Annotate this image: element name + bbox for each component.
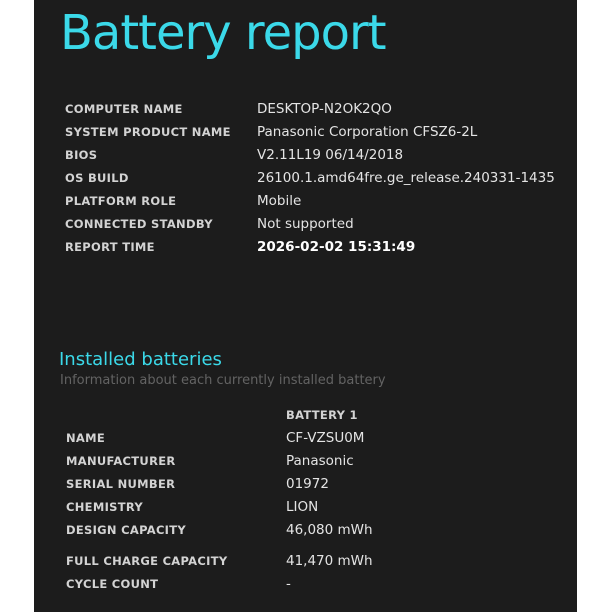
battery-label: NAME — [66, 431, 106, 445]
battery-label: MANUFACTURER — [66, 454, 176, 468]
info-label: OS BUILD — [65, 171, 129, 185]
battery-label: SERIAL NUMBER — [66, 477, 176, 491]
info-label: BIOS — [65, 148, 98, 162]
battery-value: Panasonic — [286, 453, 354, 469]
battery-value: 46,080 mWh — [286, 522, 373, 538]
battery-value: - — [286, 576, 291, 592]
battery-report-page — [34, 0, 577, 612]
info-value: Mobile — [257, 193, 302, 209]
info-value: 26100.1.amd64fre.ge_release.240331-1435 — [257, 170, 555, 186]
section-title-installed-batteries: Installed batteries — [59, 349, 222, 370]
info-label: PLATFORM ROLE — [65, 194, 177, 208]
info-value: Panasonic Corporation CFSZ6-2L — [257, 124, 478, 140]
info-label: CONNECTED STANDBY — [65, 217, 213, 231]
page-title: Battery report — [60, 5, 386, 61]
info-value: V2.11L19 06/14/2018 — [257, 147, 404, 163]
battery-label: CYCLE COUNT — [66, 577, 159, 591]
info-value: DESKTOP-N2OK2QO — [257, 101, 392, 117]
battery-value: LION — [286, 499, 319, 515]
battery-label: DESIGN CAPACITY — [66, 523, 187, 537]
battery-label: CHEMISTRY — [66, 500, 144, 514]
section-subtitle: Information about each currently installed battery — [60, 373, 386, 388]
battery-value: 01972 — [286, 476, 329, 492]
info-value: 2026-02-02 15:31:49 — [257, 239, 416, 255]
info-label: SYSTEM PRODUCT NAME — [65, 125, 231, 139]
battery-value: CF-VZSU0M — [286, 430, 365, 446]
battery-column-header: BATTERY 1 — [286, 408, 358, 422]
info-label: COMPUTER NAME — [65, 102, 183, 116]
info-value: Not supported — [257, 216, 354, 232]
battery-value: 41,470 mWh — [286, 553, 373, 569]
info-label: REPORT TIME — [65, 240, 155, 254]
battery-label: FULL CHARGE CAPACITY — [66, 554, 228, 568]
